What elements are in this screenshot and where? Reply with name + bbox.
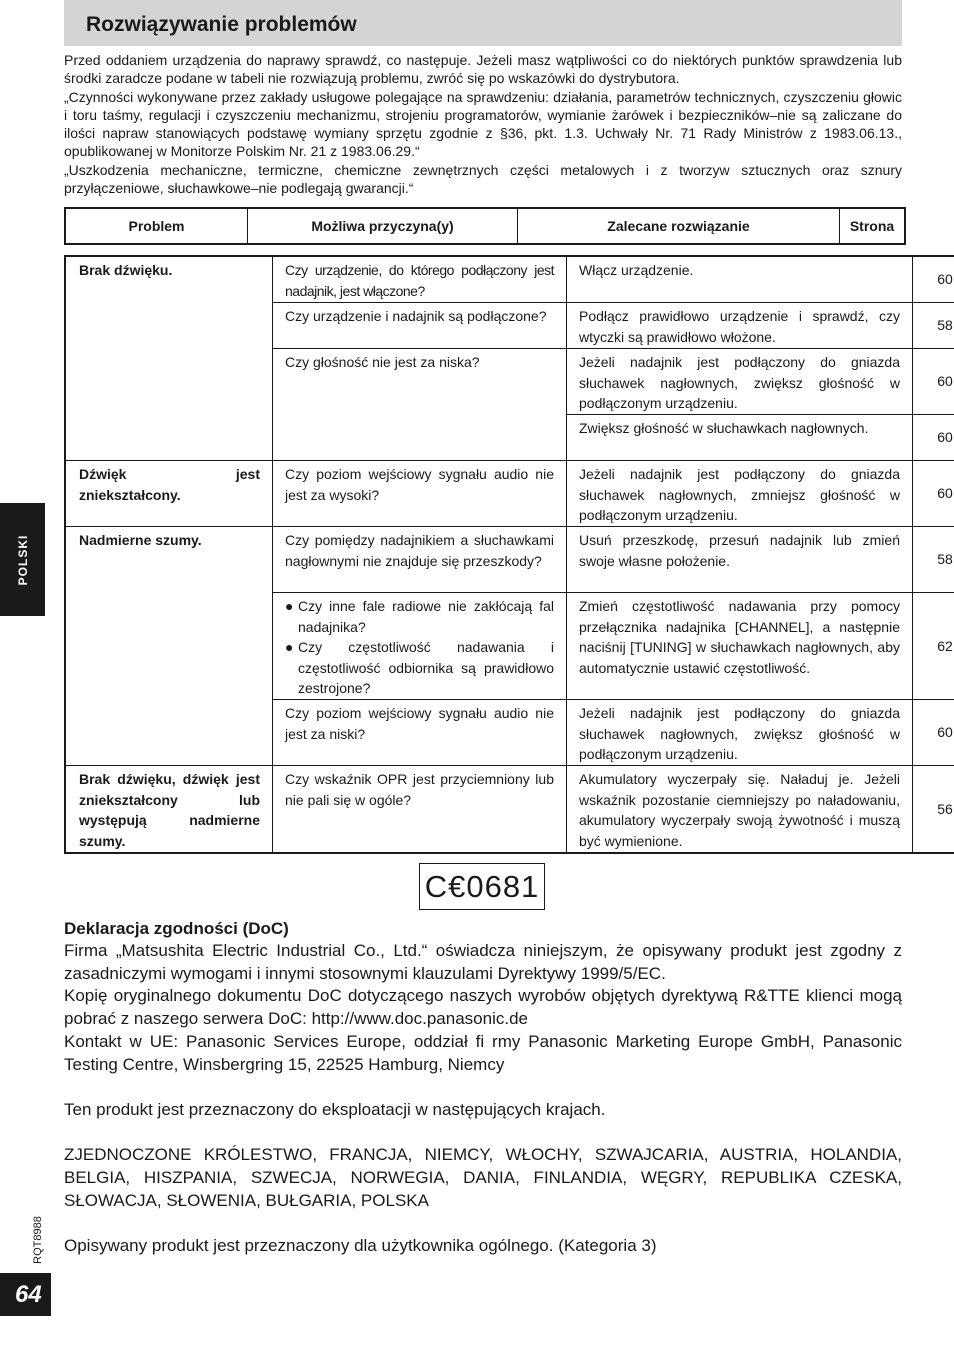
solution-cell: Włącz urządzenie. bbox=[567, 256, 913, 303]
declaration-title: Deklaracja zgodności (DoC) bbox=[64, 919, 289, 938]
problem-cell: Brak dźwięku. bbox=[65, 256, 273, 461]
solution-cell: Jeżeli nadajnik jest podłączony do gniazda słuchawek nagłownych, zmniejsz głośność w podłączonym urządzeniu. bbox=[567, 461, 913, 527]
page-title: Rozwiązywanie problemów bbox=[86, 13, 357, 36]
solution-cell: Podłącz prawidłowo urządzenie i sprawdź, czy wtyczki są prawidłowo włożone. bbox=[567, 303, 913, 349]
bullet-dot-icon: ● bbox=[285, 598, 294, 614]
page-cell: 60 bbox=[913, 415, 954, 461]
language-tab-label: POLSKI bbox=[15, 534, 30, 585]
table-row bbox=[65, 461, 954, 527]
intro-paragraph: „Uszkodzenia mechaniczne, termiczne, chemiczne zewnętrznych części metalowych i z tworzyw sztucznych oraz sznury przyłączeniowe, słuchawkowe–nie podlegają gwarancji.“ bbox=[64, 161, 902, 197]
page-number-box bbox=[0, 1273, 51, 1316]
cause-cell: Czy wskaźnik OPR jest przyciemniony lub nie pali się w ogóle? bbox=[273, 766, 567, 854]
solution-cell: Zwiększ głośność w słuchawkach nagłownych. bbox=[567, 415, 913, 461]
page-cell: 58 bbox=[913, 527, 954, 593]
declaration-paragraph: Firma „Matsushita Electric Industrial Co., Ltd.“ oświadcza niniejszym, że opisywany produkt jest zgodny z zasadniczymi wymogami i innymi stosownymi klauzulami Dyrektywy 1999/5/EC. bbox=[64, 941, 902, 983]
table-header bbox=[64, 207, 906, 245]
section-header bbox=[64, 0, 902, 46]
declaration-paragraph: Ten produkt jest przeznaczony do eksploatacji w następujących krajach. bbox=[64, 1099, 606, 1119]
page-cell: 56 bbox=[913, 766, 954, 854]
troubleshooting-table bbox=[64, 255, 954, 854]
intro-text bbox=[64, 51, 902, 197]
declaration-paragraph: Kopię oryginalnego dokumentu DoC dotyczącego naszych wyrobów objętych dyrektywą R&TTE klienci mogą pobrać z naszego serwera DoC: http://www.doc.panasonic.de bbox=[64, 986, 902, 1029]
bullet-text: Czy inne fale radiowe nie zakłócają fal nadajnika? bbox=[298, 598, 554, 635]
page-cell: 60 bbox=[913, 349, 954, 415]
declaration-paragraph: Kontakt w UE: Panasonic Services Europe, oddział fi rmy Panasonic Marketing Europe GmbH, Panasonic Testing Centre, Winsbergring 15, 22525 Hamburg, Niemcy bbox=[64, 1031, 902, 1074]
intro-paragraph: „Czynności wykonywane przez zakłady usługowe polegające na sprawdzeniu: działania, parametrów technicznych, czyszczeniu głowic i toru taśmy, regulacji i czyszczeniu mechanizmu, strojeniu programatorów, wymianie żarówek i bezpieczników–nie są zaliczane do ilości napraw stanowiących podstawę wymiany sprzętu zgodnie z §36, pkt. 1.3. Uchwały Nr. 71 Rady Ministrów z 1983.06.13., opublikowanej w Monitorze Polskim Nr. 21 z 1983.06.29.“ bbox=[64, 88, 902, 160]
table-row bbox=[65, 527, 954, 593]
ce-mark: C€0681 bbox=[419, 863, 545, 910]
bullet-item bbox=[285, 637, 554, 699]
page-cell: 60 bbox=[913, 700, 954, 766]
bullet-item bbox=[285, 596, 554, 637]
cause-cell: Czy poziom wejściowy sygnału audio nie jest za niski? bbox=[273, 700, 567, 766]
header-page: Strona bbox=[840, 208, 906, 244]
table-row bbox=[65, 766, 954, 854]
solution-cell: Jeżeli nadajnik jest podłączony do gniazda słuchawek nagłownych, zwiększ głośność w podłączonym urządzeniu. bbox=[567, 349, 913, 415]
solution-cell: Akumulatory wyczerpały się. Naładuj je. Jeżeli wskaźnik pozostanie ciemniejszy po naładowaniu, akumulatory wyczerpały swoją żywotność i muszą być wymienione. bbox=[567, 766, 913, 854]
page-number: 64 bbox=[15, 1281, 42, 1308]
page-cell: 58 bbox=[913, 303, 954, 349]
page-cell: 60 bbox=[913, 256, 954, 303]
declaration-section bbox=[64, 918, 902, 1258]
declaration-paragraph: Opisywany produkt jest przeznaczony dla użytkownika ogólnego. (Kategoria 3) bbox=[64, 1236, 657, 1256]
language-tab bbox=[0, 503, 45, 616]
cause-cell: Czy urządzenie i nadajnik są podłączone? bbox=[273, 303, 567, 349]
cause-cell: Czy głośność nie jest za niska? bbox=[273, 349, 567, 461]
problem-cell: Brak dźwięku, dźwięk jest zniekształcony lub występują nadmierne szumy. bbox=[65, 766, 273, 854]
solution-cell: Zmień częstotliwość nadawania przy pomocy przełącznika nadajnika [CHANNEL], a następnie naciśnij [TUNING] w słuchawkach nagłownych, aby automatycznie ustawić częstotliwość. bbox=[567, 593, 913, 700]
header-problem: Problem bbox=[65, 208, 248, 244]
cause-cell: Czy poziom wejściowy sygnału audio nie jest za wysoki? bbox=[273, 461, 567, 527]
model-code: RQT8988 bbox=[32, 1216, 44, 1264]
intro-paragraph: Przed oddaniem urządzenia do naprawy sprawdź, co następuje. Jeżeli masz wątpliwości co do niektórych punktów sprawdzenia lub środki zaradcze podane w tabeli nie rozwiązują problemu, zwróć się po wskazówki do dystrybutora. bbox=[64, 52, 902, 87]
header-cause: Możliwa przyczyna(y) bbox=[248, 208, 518, 244]
table-row bbox=[65, 256, 954, 303]
page-cell: 62 bbox=[913, 593, 954, 700]
bullet-dot-icon: ● bbox=[285, 639, 294, 655]
page-cell: 60 bbox=[913, 461, 954, 527]
problem-cell: Dźwięk jest zniekształcony. bbox=[65, 461, 273, 527]
problem-cell: Nadmierne szumy. bbox=[65, 527, 273, 766]
cause-cell: Czy pomiędzy nadajnikiem a słuchawkami nagłownymi nie znajduje się przeszkody? bbox=[273, 527, 567, 593]
header-solution: Zalecane rozwiązanie bbox=[518, 208, 840, 244]
country-list: ZJEDNOCZONE KRÓLESTWO, FRANCJA, NIEMCY, WŁOCHY, SZWAJCARIA, AUSTRIA, HOLANDIA, BELGIA, HISZPANIA, SZWECJA, NORWEGIA, DANIA, FINLANDIA, WĘGRY, REPUBLIKA CZESKA, SŁOWACJA, SŁOWENIA, BUŁGARIA, POLSKA bbox=[64, 1145, 902, 1210]
solution-cell: Jeżeli nadajnik jest podłączony do gniazda słuchawek nagłownych, zwiększ głośność w podłączonym urządzeniu. bbox=[567, 700, 913, 766]
cause-cell: Czy urządzenie, do którego podłączony jest nadajnik, jest włączone? bbox=[273, 256, 567, 303]
cause-cell bbox=[273, 593, 567, 700]
bullet-text: Czy częstotliwość nadawania i częstotliwość odbiornika są prawidłowo zestrojone? bbox=[298, 639, 554, 696]
solution-cell: Usuń przeszkodę, przesuń nadajnik lub zmień swoje własne położenie. bbox=[567, 527, 913, 593]
